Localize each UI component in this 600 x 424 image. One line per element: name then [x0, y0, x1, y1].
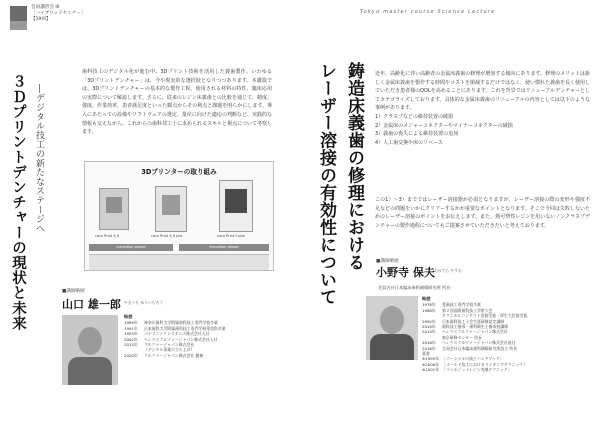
- career-text: 第２回国際歯科技工学術大会: [442, 307, 493, 313]
- career-text: ヘレウスクルツァージャパン株式会社: [442, 329, 508, 335]
- right-body-intro: 近年、高齢化に伴い高齢者の金属床義歯の修理が増加する傾向にあります。修理のメリットは新しく金属床義歯を製作する時間やコストを節減するだけではなく、使い慣れた義歯を長く使用していただき患者様のQOLを高めることにあります。これを背景ではリニューアルデンチャーとしてカテゴライズしております。具体的な金属床義歯のリニューアルの内容としては以下のような事例があります。: [375, 71, 590, 112]
- career-text: 合同会社日本臨床歯科補綴研究所設立 所長: [442, 345, 518, 351]
- career-year: 著書: [422, 351, 430, 357]
- career-text: ［ゴールド技工におけるリンキングテクニック］: [442, 361, 528, 367]
- left-article-title: ３Ｄプリントデンチャーの現状と未来: [10, 74, 27, 331]
- printer-window: [106, 197, 122, 213]
- denture-image-strip: [89, 254, 269, 270]
- phase-bar: transition phase: [179, 244, 269, 251]
- printer-image: [219, 180, 253, 232]
- left-article-subtitle: ―デジタル技工の新たなステージへ: [34, 84, 44, 233]
- photo-suit: [68, 357, 112, 385]
- career-text: ヘレウスクルツァージャパン株式会社退社: [442, 340, 516, 346]
- presenter-reading: おのでら やすお: [434, 268, 462, 273]
- printer-figure: [84, 161, 274, 271]
- photo-suit: [370, 334, 414, 360]
- list-item: 3）義歯の喪失による維持装置の追加: [375, 131, 459, 138]
- series-title: Tokyo master course Science Lecture: [360, 9, 496, 15]
- presenter-affiliation: 会員名社日本臨床歯科補綴研究所 所長: [378, 285, 451, 290]
- career-text: クルツァージャパン株式会社: [144, 342, 195, 348]
- presenter-career: [124, 314, 294, 358]
- career-text: パナソニックシステムズ株式会社入社: [144, 331, 210, 337]
- career-row: [124, 353, 294, 358]
- career-year: 1989年: [124, 320, 138, 326]
- career-heading: 略歴: [124, 314, 133, 319]
- right-article-body-outro: この1）～3）までではレーザー溶接器が必須となりますが、レーザー溶接の際の変形や強度不足などの問題をいかにクリアーするかが重要なポイントとなります。そこで今回は失敗しないためのレーザー溶接のポイントをお伝えします。また、熱可塑性レジンを用いないノンクラスプデンチャーの製作過程についてもご提案させていただきたいと考えております。: [375, 197, 590, 229]
- career-year: 2014年: [422, 324, 436, 330]
- presenter-reading: やまぐち ゆういちろう: [124, 300, 164, 305]
- right-article-body: [375, 70, 590, 190]
- presenter-name: 小野寺 保夫: [376, 266, 435, 279]
- career-text: ［コンポジットレジン充填テクニック］: [442, 367, 512, 373]
- seminar-info: [31, 5, 85, 23]
- career-year: 2014年: [422, 329, 436, 335]
- career-text: 神奈川歯科大学附属歯科技工専門学校卒業: [144, 320, 218, 326]
- seminar-line: ［ハイブリッドセミナー］: [31, 11, 86, 16]
- career-text: 愛歯技工専門学校卒業: [442, 302, 481, 308]
- presenter-photo: [366, 296, 418, 360]
- department-badge: [10, 6, 27, 21]
- career-year: 1978年: [422, 302, 436, 308]
- career-text: 日本歯科技工士会生涯研修認定講師: [442, 318, 505, 324]
- left-article-body: 歯科技工のデジタル化が進む中、3Dプリント技術を活用した義歯製作、いわゆる「3Dプリントデンチャー」は、今や現実的な選択肢となりつつあります。本講演では、3Dプリントデンチャーの基本的な製作工程、使用される材料の特性、臨床応用の実際について解説します。さらに、従来のレジン床義歯との比較を通じて、精度、強度、作業効率、患者満足度といった観点からその利点と課題を明らかにします。導入にあたっての設備やソフトウェアの選定、量産に向けた適応の判断など、実践的な情報も交えながら、これからの歯科技工士に求められるスキルと視点について考察します。: [82, 69, 272, 136]
- presenter-career: [422, 296, 592, 373]
- list-item: 1）クラスプなどの維持装置の破損: [375, 113, 454, 120]
- career-year: 2015年: [124, 342, 138, 348]
- printer-image: [99, 188, 129, 230]
- career-year: 1991年: [124, 325, 138, 331]
- career-text: クルツァージャパン株式会社 勤務: [144, 352, 204, 358]
- figure-title: 3Dプリンターの取り組み: [141, 168, 217, 176]
- career-year: 2016年: [422, 340, 436, 346]
- career-year: 1993年: [124, 331, 138, 337]
- page-header: [0, 0, 600, 24]
- career-year: 1988年: [422, 307, 436, 313]
- phase-bar: transition phase: [89, 244, 173, 251]
- printer-caption: cara Print 4.0: [95, 234, 120, 238]
- presenter-label: ■講師略歴: [376, 259, 399, 264]
- career-text: 東京研修センター 所長: [442, 334, 482, 340]
- career-year: 2016年: [422, 345, 436, 351]
- career-year: ※2000年: [422, 361, 440, 367]
- career-year: ※2001年: [422, 367, 440, 373]
- printer-caption: cara Print Cube: [217, 234, 245, 238]
- printer-image: [155, 186, 187, 232]
- photo-face: [380, 306, 404, 334]
- career-year: 1992年: [422, 318, 436, 324]
- career-text: （デジタル事業の立ち上げ）: [144, 347, 195, 353]
- career-text: テクニカルコンテスト金賞受賞・厚生大臣賞受賞: [442, 313, 528, 319]
- career-year: 2020年: [124, 352, 138, 358]
- list-item: 2）金属床のメジャーコネクターやマイナーコネクターの破損: [375, 122, 513, 129]
- career-row: [422, 367, 592, 372]
- career-text: ヘレウスクルツァージャパン株式会社入社: [144, 336, 218, 342]
- printer-caption: cara Print 4.0 pro: [151, 234, 183, 238]
- presenter-photo: [62, 315, 118, 385]
- presenter-name: 山口 雄一郎: [62, 298, 121, 311]
- printer-window: [162, 195, 180, 215]
- career-heading: 略歴: [422, 296, 431, 301]
- career-text: ［パーシャルの技工ハンドブック］: [442, 356, 504, 362]
- seminar-line: 【19回】: [31, 17, 51, 22]
- right-article-title-line2: レーザー溶接の有効性について: [316, 62, 336, 306]
- department-badge-lower: [10, 21, 27, 30]
- photo-face: [78, 327, 102, 355]
- career-text: 日本歯科大学附属歯科技工専門学校専攻科卒業: [144, 325, 226, 331]
- presenter-label: ■講師略歴: [62, 289, 85, 294]
- printer-window: [225, 189, 247, 213]
- career-text: 歯科技工指導・歯科衛生士養成校講師: [442, 324, 509, 330]
- right-article-title-line1: 鋳造床義歯の修理における: [344, 62, 364, 271]
- seminar-line: 会員講習会 III: [31, 5, 60, 10]
- list-item: 4）人工歯交換や床のリベース: [375, 139, 443, 146]
- career-year: 2002年: [124, 336, 138, 342]
- career-year: ※1995年: [422, 356, 440, 362]
